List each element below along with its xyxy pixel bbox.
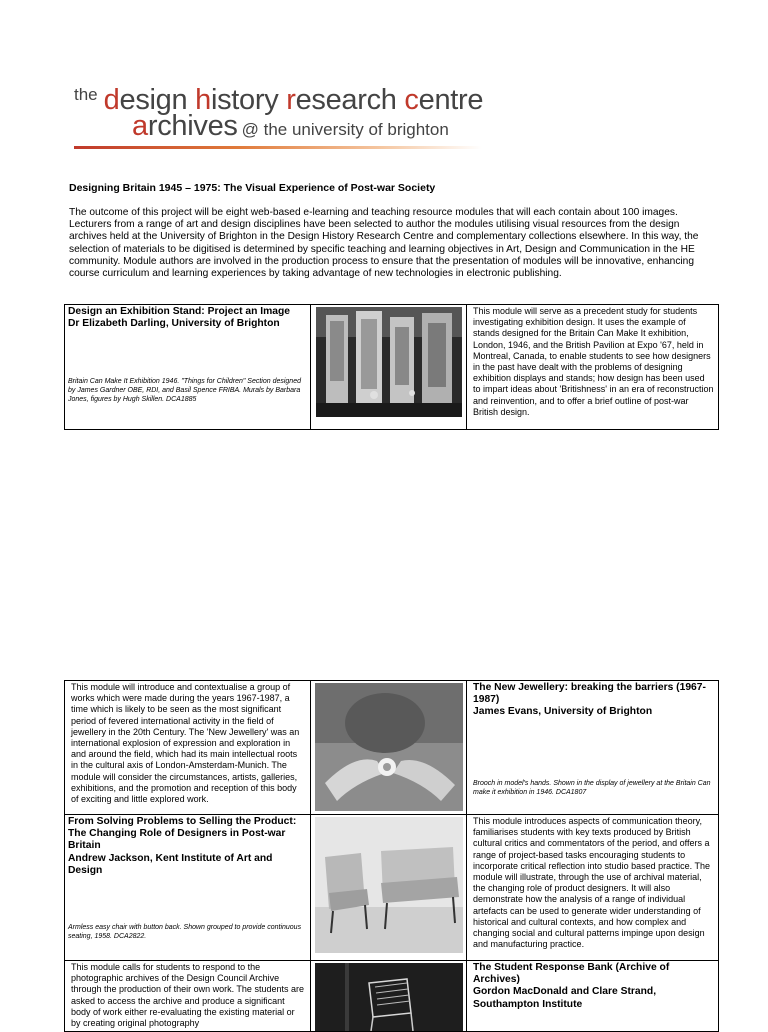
module-title-cell [65,305,311,430]
module-description-cell [467,305,719,430]
jewellery-photo [315,683,463,811]
module-description: This module calls for students to respond to the photographic archives of the Design Council Archive through the production of their own work. The students are asked to access the archive and produce a significant body of work either re-evaluating the existing material or by creating original photography [71,962,304,1029]
module-author: Andrew Jackson, Kent Institute of Art and Design [68,852,273,876]
image-caption: Brooch in model's hands. Shown in the display of jewellery at the Britain Can make it exhibition in 1946. DCA1807 [473,780,711,796]
chair-photo [315,963,463,1031]
module-author: Gordon MacDonald and Clare Strand, Southampton Institute [473,986,657,1010]
module-title: Design an Exhibition Stand: Project an Image [68,306,290,317]
chairs-photo [315,817,463,953]
module-image-cell [311,681,467,815]
logo-divider [74,146,482,149]
logo-the: the [74,85,98,104]
module-title: The New Jewellery: breaking the barriers (1967-1987) [473,682,706,706]
module-description-cell [467,815,719,961]
dhrc-logo [74,84,484,154]
logo-subtitle: archives @ the university of brighton [132,110,449,142]
module-description-cell [65,961,311,1032]
logo-title: the design history research centre [74,84,484,116]
module-table-exhibition [64,304,719,430]
image-caption: Armless easy chair with button back. Shown grouped to provide continuous seating, 1958. DCA2822. [68,924,302,940]
module-title-cell [65,815,311,961]
module-title-cell [467,961,719,1032]
module-description: This module introduces aspects of communication theory, familiarises students with key texts produced by British cultural critics and commentators of the period, and offers a range of project-based tasks encouraging students to incorporate critical reflection into studio based practice. The module will illustrate, through the use of archival material, the changing role of product designers. It will also demonstrate how the analysis of a range of individual artefacts can be used to generate wider understanding of historical and cultural contexts, and how complex and changing social and cultural patterns impinge upon design and manufacturing practice. [473,816,710,950]
intro-paragraph: The outcome of this project will be eight web-based e-learning and teaching resource modules that will each contain about 100 images. Lecturers from a range of art and design disciplines have been selected to author the modules utilising visual resources from the design archives held at the University of Brighton in the Design History Research Centre and complementary collections elsewhere. In this way, the selection of materials to be digitised is determined by specific teaching and learning objectives in Art, Design and Communication in the HE community. Module authors are involved in the production process to ensure that the presentation of modules will be innovative, enhancing course curriculum and learning experiences by taking advantage of new technologies in electronic publishing. [69,207,699,280]
module-table-group [64,680,719,1032]
module-image-cell [311,961,467,1032]
module-image-cell [311,815,467,961]
page-title: Designing Britain 1945 – 1975: The Visual Experience of Post-war Society [69,182,436,194]
module-image-cell [311,305,467,430]
exhibition-stand-photo [316,307,462,417]
module-author: Dr Elizabeth Darling, University of Brighton [68,318,280,330]
module-title-cell [467,681,719,815]
module-description-cell [65,681,311,815]
module-title: The Student Response Bank (Archive of Archives) [473,962,670,986]
module-description: This module will introduce and contextualise a group of works which were made during the years 1967-1987, a time which is likely to be seen as the most significant period of fevered international activity in the field of jewellery in the 20th Century. The 'New Jewellery' was an international explosion of expression and exploration in and around the field, which had its main intellectual roots in the cultural axis of London-Amsterdam-Munich. The module will consider the circumstances, artists, galleries, exhibitions, and the promotion and reception of this body of exciting and little explored work. [71,682,300,805]
module-description: This module will serve as a precedent study for students investigating exhibition design. It uses the example of stands designed for the Britain Can Make It exhibition, London, 1946, and the British Pavilion at Expo '67, held in Montreal, Canada, to enable students to see how designers in the past have dealt with the problems of designing exhibition displays and stands; how design has been used to impart ideas about 'Britishness' in an era of reconstruction and reinvention, and to offer a brief outline of post-war British design. [473,306,714,417]
module-author: James Evans, University of Brighton [473,706,653,718]
image-caption: Britain Can Make It Exhibition 1946. "Things for Children" Section designed by James Gardner OBE, RDI, and Basil Spence FRIBA. Murals by Barbara Jones, figures by Hugh Skillen. DCA1885 [68,378,301,403]
logo-university: @ the university of brighton [241,120,449,139]
module-title: From Solving Problems to Selling the Product: The Changing Role of Designers in Post-war Britain [68,816,297,852]
